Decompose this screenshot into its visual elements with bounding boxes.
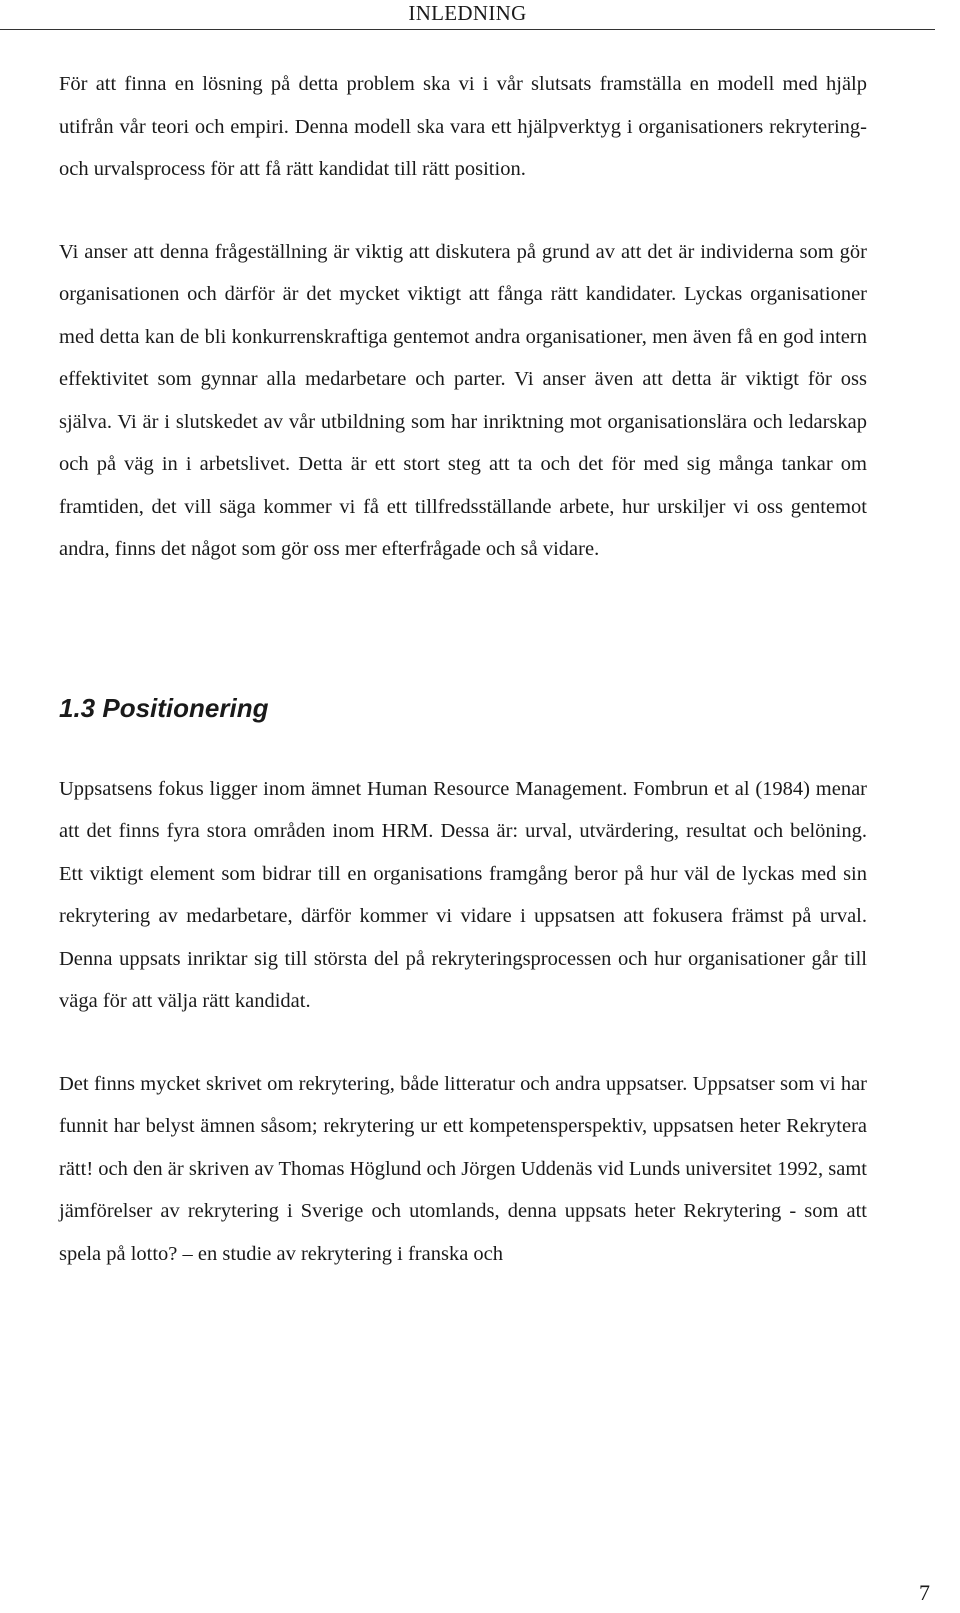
page-number: 7 xyxy=(919,1580,930,1605)
section-heading: 1.3 Positionering xyxy=(59,692,269,723)
paragraph-spacer xyxy=(59,1023,867,1063)
document-body xyxy=(59,63,867,1275)
running-header xyxy=(0,0,935,30)
heading-spacer xyxy=(59,728,867,768)
positioning-paragraph: Uppsatsens fokus ligger inom ämnet Human Resource Management. Fombrun et al (1984) menar att det finns fyra stora områden inom HRM. Dessa är: urval, utvärdering, resultat och belöning. Ett viktigt element som bidrar till en organisations framgång beror på hur väl de lyckas med sin rekrytering av medarbetare, därför kommer vi vidare i uppsatsen att fokusera främst på urval. Denna uppsats inriktar sig till största del på rekryteringsprocessen och hur organisationer går till väga för att välja rätt kandidat. xyxy=(59,777,867,1012)
paragraph-spacer xyxy=(59,191,867,231)
literature-paragraph: Det finns mycket skrivet om rekrytering, både litteratur och andra uppsatser. Uppsatser som vi har funnit har belyst ämnen såsom; rekrytering ur ett kompetensperspektiv, uppsatsen heter Rekrytera rätt! och den är skriven av Thomas Höglund och Jörgen Uddenäs vid Lunds universitet 1992, samt jämförelser av rekrytering i Sverige och utomlands, denna uppsats heter Rekrytering - som att spela på lotto? – en studie av rekrytering i franska och xyxy=(59,1072,867,1265)
motivation-paragraph: Vi anser att denna frågeställning är viktig att diskutera på grund av att det är individerna som gör organisationen och därför är det mycket viktigt att fånga rätt kandidater. Lyckas organisationer med detta kan de bli konkurrenskraftiga gentemot andra organisationer, men även få en god intern effektivitet som gynnar alla medarbetare och parter. Vi anser även att detta är viktigt för oss själva. Vi är i slutskedet av vår utbildning som har inriktning mot organisationslära och ledarskap och på väg in i arbetslivet. Detta är ett stort steg att ta och det för med sig många tankar om framtiden, det vill säga kommer vi få ett tillfredsställande arbete, hur urskiljer vi oss gentemot andra, finns det något som gör oss mer efterfrågade och så vidare. xyxy=(59,240,867,560)
section-spacer xyxy=(59,571,867,688)
intro-paragraph: För att finna en lösning på detta problem ska vi i vår slutsats framställa en modell med hjälp utifrån vår teori och empiri. Denna modell ska vara ett hjälpverktyg i organisationers rekrytering- och urvalsprocess för att få rätt kandidat till rätt position. xyxy=(59,73,867,180)
header-title: INLEDNING xyxy=(408,1,527,25)
